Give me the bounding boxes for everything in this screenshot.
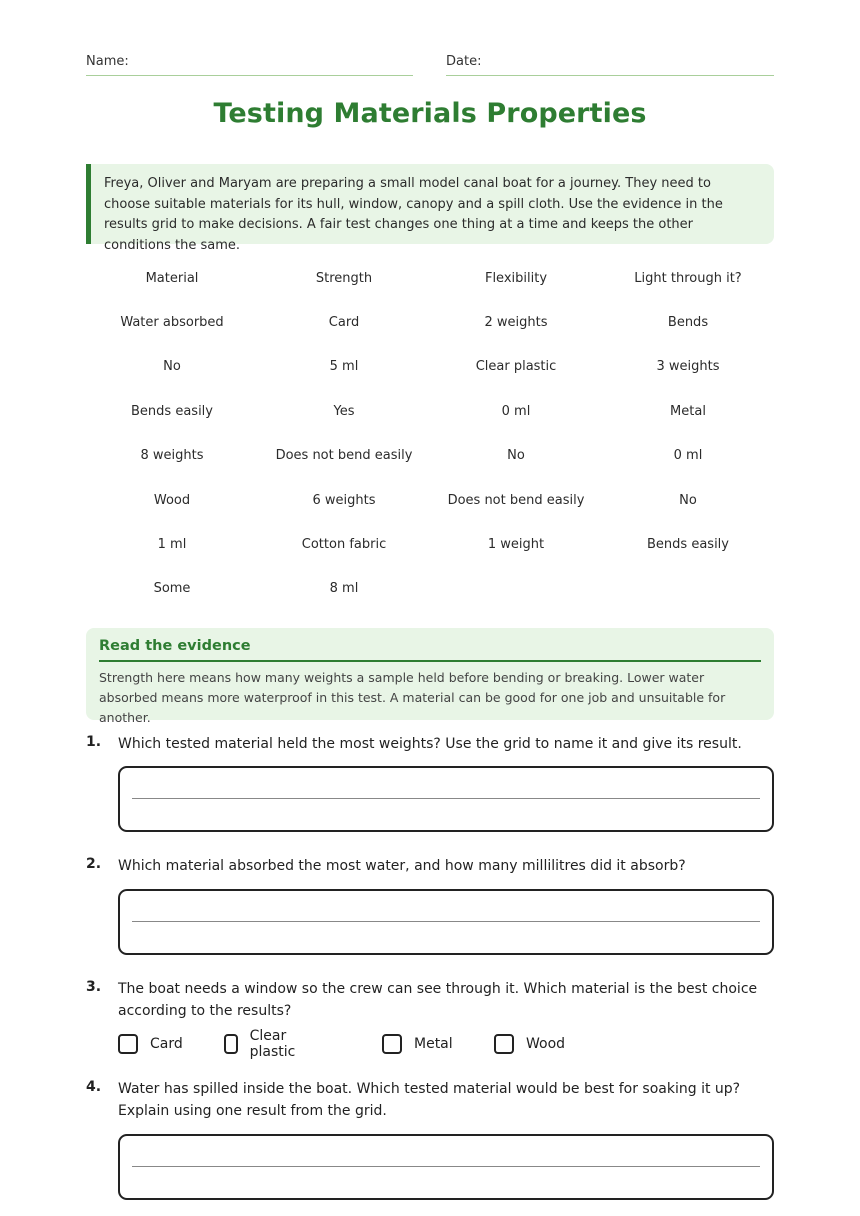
- question-number: 1.: [86, 734, 102, 750]
- answer-line: [132, 798, 760, 799]
- grid-row: [86, 300, 774, 344]
- grid-cell: No: [679, 492, 697, 508]
- question-text: Water has spilled inside the boat. Which tested material would be best for soaking it up? Explain using one result from the grid.: [118, 1081, 741, 1119]
- question-2: [86, 856, 774, 880]
- checkbox[interactable]: [118, 1034, 138, 1054]
- grid-cell: Strength: [315, 270, 373, 286]
- header-fields: [86, 54, 774, 76]
- option-label: Card: [150, 1036, 183, 1052]
- grid-row: [86, 478, 774, 522]
- option-label: Clear plastic: [249, 1028, 296, 1060]
- grid-row: [86, 522, 774, 566]
- option-metal[interactable]: [382, 1032, 453, 1056]
- grid-row: [86, 434, 774, 478]
- question-text: The boat needs a window so the crew can see through it. Which material is the best choice according to the results?: [118, 981, 758, 1019]
- grid-cell: 3 weights: [656, 359, 720, 375]
- option-label: Wood: [526, 1036, 566, 1052]
- evidence-title: Read the evidence: [99, 638, 761, 662]
- grid-cell: 8 weights: [140, 448, 204, 464]
- question-text: Which material absorbed the most water, and how many millilitres did it absorb?: [118, 858, 686, 874]
- checkbox[interactable]: [382, 1034, 402, 1054]
- grid-cell: 1 ml: [157, 537, 187, 553]
- option-clear-plastic[interactable]: [224, 1028, 302, 1060]
- name-field[interactable]: [86, 54, 413, 76]
- option-label: Metal: [414, 1036, 453, 1052]
- grid-cell: Does not bend easily: [447, 492, 585, 508]
- grid-cell: [602, 567, 774, 611]
- grid-cell: Card: [328, 315, 360, 331]
- date-label: Date:: [446, 54, 482, 69]
- results-grid: [86, 256, 774, 611]
- grid-cell: No: [163, 359, 181, 375]
- grid-cell: 6 weights: [312, 492, 376, 508]
- grid-cell: Material: [145, 270, 199, 286]
- option-card[interactable]: [118, 1032, 183, 1056]
- grid-cell: 0 ml: [673, 448, 703, 464]
- checkbox[interactable]: [494, 1034, 514, 1054]
- question-number: 3.: [86, 979, 102, 995]
- answer-box-1[interactable]: [118, 766, 774, 832]
- intro-panel: Freya, Oliver and Maryam are preparing a small model canal boat for a journey. They need to choose suitable materials for its hull, window, canopy and a spill cloth. Use the evidence in the results grid to make decisions. A fair test changes one thing at a time and keeps the other conditions the same.: [86, 164, 774, 244]
- grid-cell: [430, 567, 602, 611]
- grid-cell: Clear plastic: [475, 359, 557, 375]
- question-4: [86, 1079, 774, 1125]
- answer-box-4[interactable]: [118, 1134, 774, 1200]
- grid-cell: Flexibility: [484, 270, 548, 286]
- evidence-panel: [86, 628, 774, 725]
- question-3: [86, 979, 774, 1025]
- grid-cell: 8 ml: [329, 581, 359, 597]
- grid-cell: Some: [153, 581, 191, 597]
- grid-cell: 5 ml: [329, 359, 359, 375]
- answer-line: [132, 921, 760, 922]
- option-wood[interactable]: [494, 1032, 565, 1056]
- answer-box-2[interactable]: [118, 889, 774, 955]
- grid-cell: Metal: [670, 403, 706, 419]
- grid-cell: No: [507, 448, 525, 464]
- question-1: [86, 734, 774, 758]
- grid-cell: Cotton fabric: [301, 537, 387, 553]
- name-label: Name:: [86, 54, 129, 69]
- grid-cell: Wood: [153, 492, 191, 508]
- grid-row: [86, 345, 774, 389]
- question-text: Which tested material held the most weights? Use the grid to name it and give its result.: [118, 736, 742, 752]
- grid-cell: Bends: [667, 315, 709, 331]
- grid-cell: Bends easily: [131, 403, 213, 419]
- question-number: 4.: [86, 1079, 102, 1095]
- grid-cell: 0 ml: [501, 403, 531, 419]
- grid-cell: 1 weight: [487, 537, 545, 553]
- grid-cell: Light through it?: [634, 270, 742, 286]
- evidence-text: Strength here means how many weights a sample held before bending or breaking. Lower water absorbed means more waterproof in this test. A material can be good for one job and unsuitable for another.: [99, 670, 726, 725]
- grid-row: [86, 256, 774, 300]
- grid-cell: Yes: [333, 403, 355, 419]
- question-number: 2.: [86, 856, 102, 872]
- grid-row: [86, 389, 774, 433]
- page-title: Testing Materials Properties: [213, 98, 647, 129]
- answer-line: [132, 1166, 760, 1167]
- date-field[interactable]: [446, 54, 774, 76]
- grid-cell: Does not bend easily: [275, 448, 413, 464]
- grid-cell: 2 weights: [484, 315, 548, 331]
- grid-row: [86, 567, 774, 611]
- grid-cell: Bends easily: [647, 537, 729, 553]
- grid-cell: Water absorbed: [120, 315, 224, 331]
- checkbox[interactable]: [224, 1034, 238, 1054]
